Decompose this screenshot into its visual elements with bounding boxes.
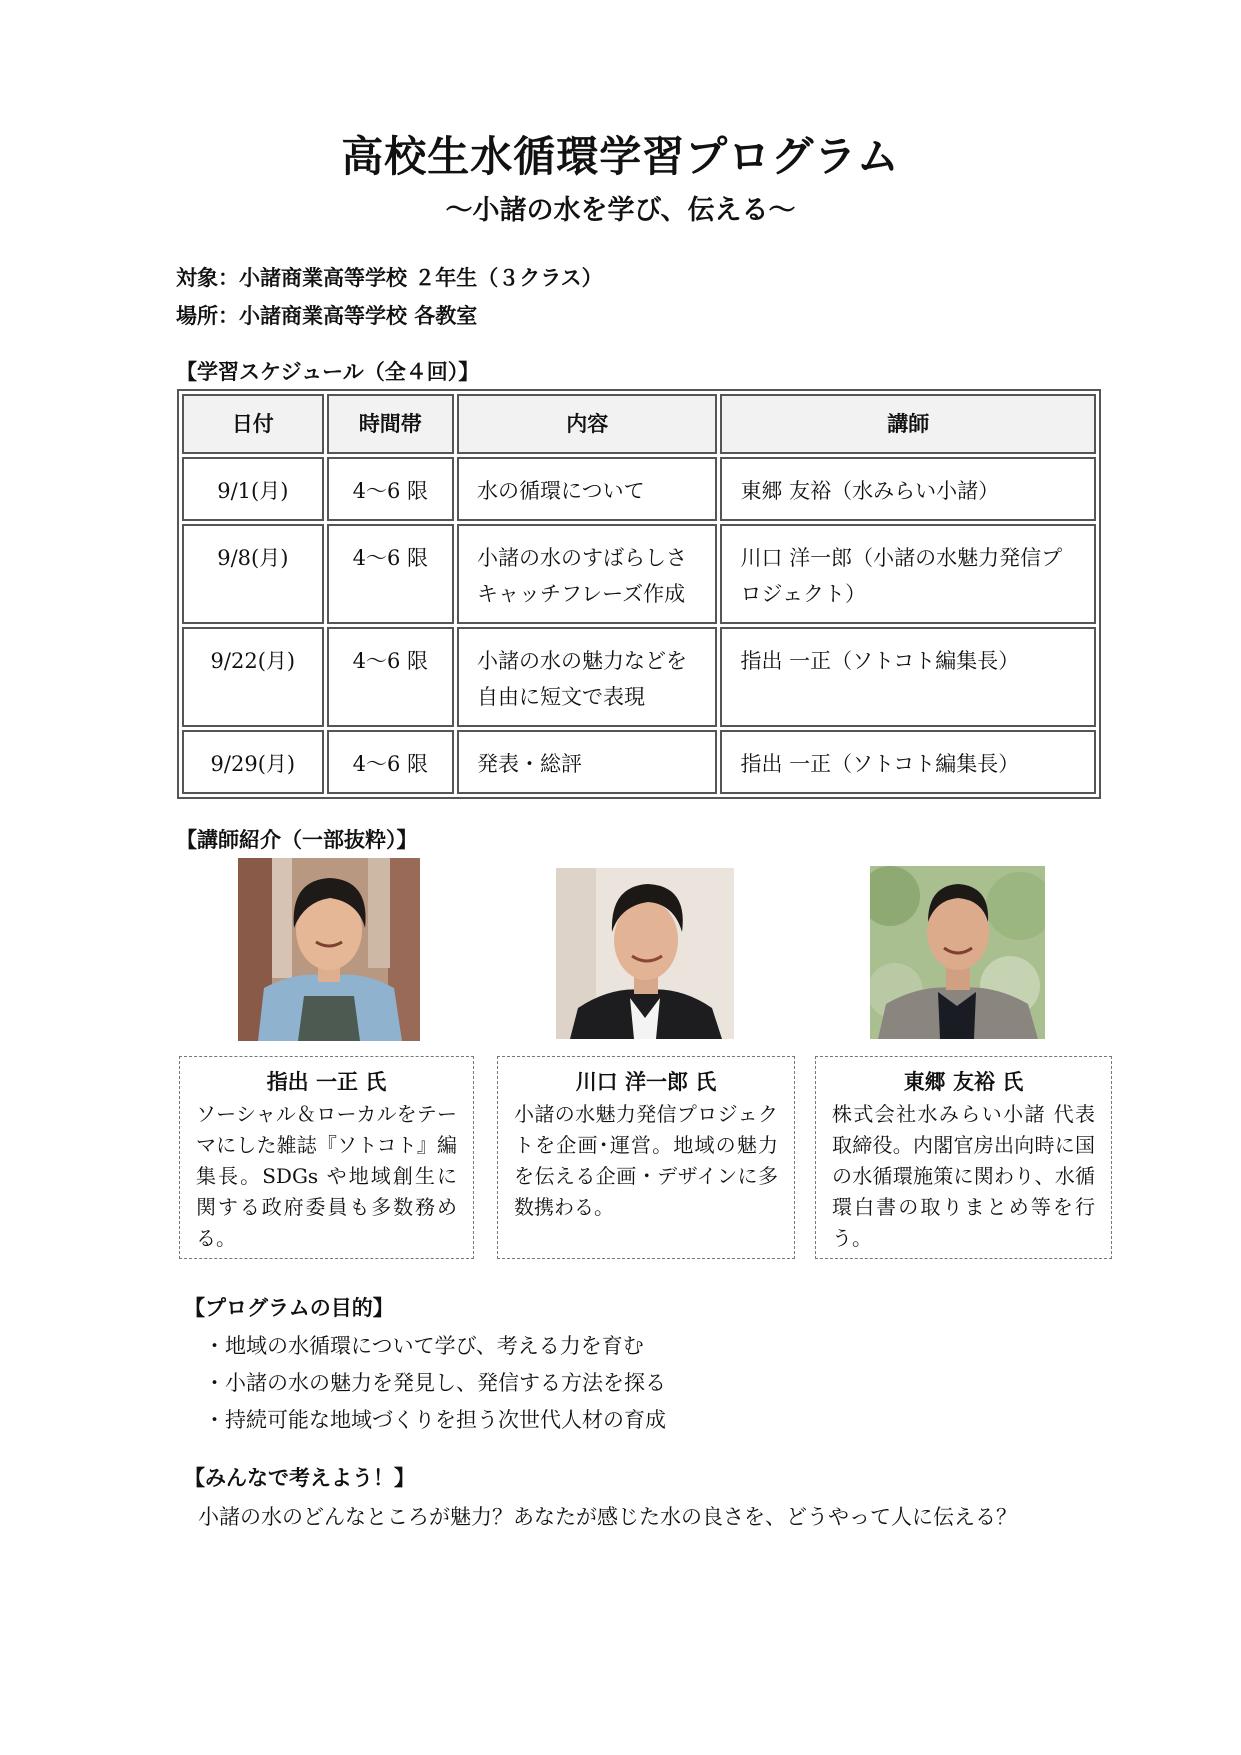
instructor-description: 株式会社水みらい小諸 代表取締役。内閣官房出向時に国の水循環施策に関わり、水循環白書の取りまとめ等を行う。 <box>832 1102 1095 1250</box>
cell-content: 発表・総評 <box>457 730 717 794</box>
table-row <box>182 524 1096 624</box>
cell-instructor: 川口 洋一郎（小諸の水魅力発信プロジェクト） <box>720 524 1096 624</box>
table-row <box>182 457 1096 521</box>
table-row <box>182 730 1096 794</box>
cell-content: 小諸の水のすばらしさ キャッチフレーズ作成 <box>457 524 717 624</box>
page-title: 高校生水循環学習プログラム <box>341 132 900 181</box>
think-question: 小諸の水のどんなところが魅力？あなたが感じた水の良さを、どうやって人に伝える？ <box>198 1505 1017 1529</box>
instructor-photo-sashide <box>238 858 420 1041</box>
instructor-photo-kawaguchi <box>556 868 734 1039</box>
instructor-card-kawaguchi <box>497 1056 795 1259</box>
instructor-description: 小諸の水魅力発信プロジェクトを企画･運営。地域の魅力を伝える企画・デザインに多数携わる。 <box>514 1102 778 1219</box>
instructor-card-togo <box>815 1056 1112 1259</box>
col-header-time: 時間帯 <box>327 394 454 454</box>
instructor-name: 東郷 友裕 氏 <box>903 1070 1024 1094</box>
schedule-table <box>177 389 1101 799</box>
instructors-heading: 【講師紹介（一部抜粋）】 <box>176 828 418 852</box>
instructor-card-sashide <box>179 1056 474 1259</box>
cell-instructor: 指出 一正（ソトコト編集長） <box>720 730 1096 794</box>
cell-content: 小諸の水の魅力などを自由に短文で表現 <box>457 627 717 727</box>
cell-date: 9/1(月) <box>182 457 324 521</box>
cell-time: 4〜6 限 <box>327 730 454 794</box>
col-header-instructor: 講師 <box>720 394 1096 454</box>
page-subtitle: 〜小諸の水を学び、伝える〜 <box>445 195 796 226</box>
target-info: 対象：小諸商業高等学校 ２年生（３クラス） <box>176 266 603 290</box>
cell-time: 4〜6 限 <box>327 457 454 521</box>
cell-time: 4〜6 限 <box>327 524 454 624</box>
schedule-heading: 【学習スケジュール（全４回）】 <box>176 360 480 384</box>
cell-time: 4〜6 限 <box>327 627 454 727</box>
purpose-item: ・小諸の水の魅力を発見し、発信する方法を探る <box>204 1371 666 1395</box>
purpose-heading: 【プログラムの目的】 <box>184 1296 394 1320</box>
cell-date: 9/8(月) <box>182 524 324 624</box>
col-header-content: 内容 <box>457 394 717 454</box>
col-header-date: 日付 <box>182 394 324 454</box>
purpose-item: ・地域の水循環について学び、考える力を育む <box>204 1334 644 1358</box>
instructor-name: 川口 洋一郎 氏 <box>575 1070 717 1094</box>
cell-instructor: 指出 一正（ソトコト編集長） <box>720 627 1096 727</box>
place-info: 場所：小諸商業高等学校 各教室 <box>176 304 478 328</box>
think-heading: 【みんなで考えよう！】 <box>184 1466 415 1490</box>
cell-instructor: 東郷 友裕（水みらい小諸） <box>720 457 1096 521</box>
purpose-item: ・持続可能な地域づくりを担う次世代人材の育成 <box>204 1408 666 1432</box>
instructor-photo-togo <box>870 866 1045 1039</box>
table-row <box>182 627 1096 727</box>
cell-date: 9/29(月) <box>182 730 324 794</box>
instructor-description: ソーシャル＆ローカルをテーマにした雑誌『ソトコト』編集長。SDGs や地域創生に関する政府委員も多数務める。 <box>196 1102 457 1250</box>
instructor-name: 指出 一正 氏 <box>266 1070 387 1094</box>
cell-content: 水の循環について <box>457 457 717 521</box>
table-header-row <box>182 394 1096 454</box>
cell-date: 9/22(月) <box>182 627 324 727</box>
